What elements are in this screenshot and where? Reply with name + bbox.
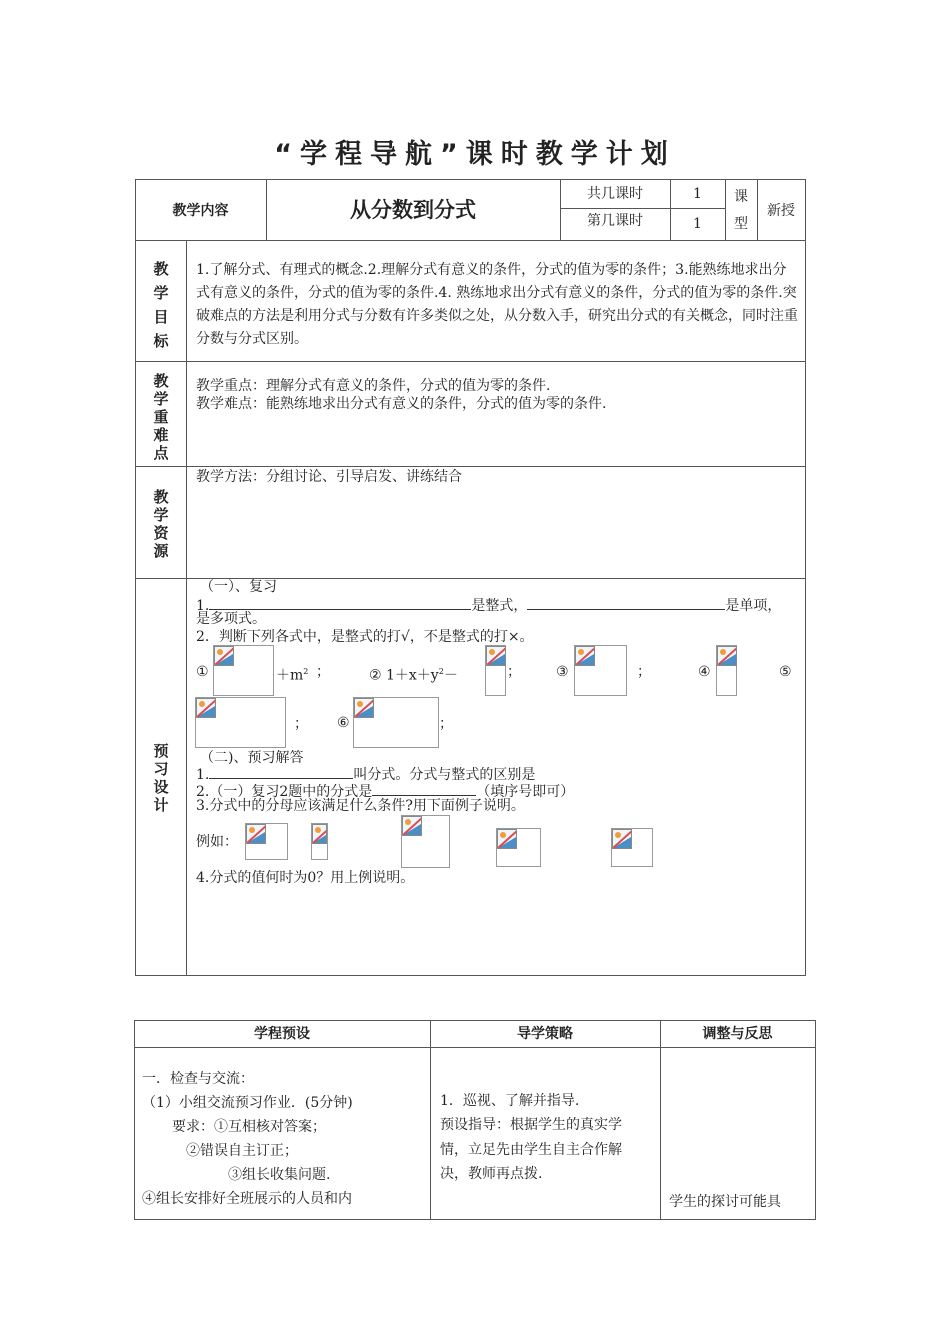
table2-border-top: [134, 1020, 816, 1021]
separator: ；: [316, 664, 330, 680]
goals-text: 1.了解分式、有理式的概念.2.理解分式有意义的条件，分式的值为零的条件；3.能熟练地求出分式有意义的条件，分式的值为零的条件.4. 熟练地求出分式有意义的条件，分式的值为零的条件.突破难点的方法是利用分式与分数有许多类似之处，从分数入手，研究出分式的有关概念，同时注重分数与分式区别。: [196, 262, 798, 347]
formula-image: [496, 828, 541, 867]
item-5-number: ⑤: [779, 664, 792, 680]
lesson-title: 从分数到分式: [350, 198, 476, 222]
formula-image: [245, 823, 288, 860]
table1-row-divider: [135, 240, 805, 241]
image-placeholder-icon: [196, 698, 216, 718]
image-placeholder-icon: [486, 646, 506, 666]
image-placeholder-icon: [246, 824, 266, 844]
item-1-number: ①: [196, 664, 209, 680]
plan-line: （1）小组交流预习作业．(5分钟): [142, 1095, 353, 1111]
answer-3: 3.分式中的分母应该满足什么条件?用下面例子说明。: [196, 798, 525, 814]
table2-border-right: [815, 1020, 816, 1220]
image-placeholder-icon: [575, 646, 595, 666]
strategy-line: 情，立足先由学生自主合作解: [440, 1142, 622, 1158]
table1-border-left: [135, 179, 136, 976]
question-1-line2: 是多项式。: [196, 611, 266, 627]
formula-image: [485, 645, 506, 696]
image-placeholder-icon: [717, 646, 737, 666]
item-6-number: ⑥: [337, 715, 350, 731]
image-placeholder-icon: [497, 829, 517, 849]
resources-label: 教 学 资 源: [153, 488, 169, 560]
item-4-number: ④: [698, 664, 711, 680]
answer-2: 2.（一）复习2题中的分式是 （填序号即可）: [196, 781, 574, 801]
image-placeholder-icon: [354, 698, 374, 718]
table1-border-right: [805, 179, 806, 976]
formula-image: [401, 815, 450, 868]
plan-line: 一．检查与交流：: [142, 1071, 254, 1087]
table2-col-divider: [660, 1020, 661, 1220]
separator: ；: [439, 716, 453, 732]
answer-blank[interactable]: [209, 764, 353, 779]
item-3-number: ③: [556, 664, 569, 680]
key-points-label: 教 学 重 难 点: [153, 372, 169, 462]
period-number-value: 1: [693, 216, 702, 232]
column-header-reflection: 调整与反思: [702, 1026, 773, 1042]
page-title: “学程导航”课时教学计划: [274, 139, 676, 170]
plan-line: ③组长收集问题.: [228, 1167, 331, 1183]
item-1-expression: $+m^2$: [276, 667, 309, 684]
table2-col-divider: [430, 1020, 431, 1220]
teaching-method: 教学方法：分组讨论、引导启发、讲练结合: [196, 469, 462, 485]
image-placeholder-icon: [312, 824, 327, 844]
separator: ；: [294, 716, 308, 732]
strategy-line: 1．巡视、了解并指导.: [440, 1093, 580, 1109]
image-placeholder-icon: [612, 829, 632, 849]
formula-image: [195, 697, 286, 748]
formula-image: [716, 645, 737, 696]
plan-line: 要求：①互相核对答案；: [172, 1119, 326, 1135]
lesson-type-label-1: 课: [734, 189, 748, 205]
separator: ；: [507, 664, 521, 680]
item-2-expression: ② $1+x+y^2-$: [369, 667, 458, 684]
column-header-strategy: 导学策略: [517, 1026, 573, 1042]
lesson-type-value: 新授: [767, 203, 795, 219]
formula-image: [213, 645, 274, 696]
table1-label-divider: [186, 240, 187, 976]
formula-image: [611, 828, 653, 867]
header-split-line: [560, 208, 725, 209]
total-periods-value: 1: [693, 186, 702, 202]
separator: ；: [637, 664, 651, 680]
section-preview-answers: （二)、预习解答: [200, 750, 304, 766]
teaching-focus: 教学重点：理解分式有意义的条件，分式的值为零的条件.: [196, 378, 551, 394]
table1-border-bottom: [135, 975, 805, 976]
teaching-difficulty: 教学难点：能熟练地求出分式有意义的条件，分式的值为零的条件.: [196, 396, 607, 412]
answer-1: 1. 叫分式。分式与整式的区别是: [196, 764, 535, 784]
plan-line: ④组长安排好全班展示的人员和内: [142, 1191, 352, 1207]
column-header-plan: 学程预设: [254, 1026, 310, 1042]
strategy-line: 预设指导：根据学生的真实学: [440, 1117, 622, 1133]
formula-image: [353, 697, 439, 748]
answer-blank[interactable]: [527, 595, 725, 610]
content-label: 教学内容: [172, 203, 229, 219]
table2-header-divider: [134, 1047, 816, 1048]
table1-border-top: [135, 179, 805, 180]
image-placeholder-icon: [402, 816, 422, 836]
answer-blank[interactable]: [372, 781, 476, 796]
period-number-label: 第几课时: [587, 213, 643, 229]
example-label: 例如：: [196, 834, 238, 850]
question-1: 1. 是整式， 是单项，: [196, 595, 781, 616]
plan-line: ②错误自主订正；: [186, 1143, 298, 1159]
formula-image: [311, 823, 328, 860]
table2-border-left: [134, 1020, 135, 1220]
lesson-type-label-2: 型: [734, 216, 748, 232]
goals-label: 教 学 目 标: [153, 260, 169, 350]
table2-border-bottom: [134, 1219, 816, 1220]
section-review: （一）、复习: [200, 579, 277, 595]
table1-row-divider: [135, 361, 805, 362]
answer-4: 4.分式的值何时为0？用上例说明。: [196, 870, 415, 886]
reflection-line: 学生的探讨可能具: [669, 1194, 781, 1210]
preview-label: 预 习 设 计: [153, 742, 169, 814]
answer-blank[interactable]: [209, 595, 471, 610]
total-periods-label: 共几课时: [587, 186, 643, 202]
image-placeholder-icon: [214, 646, 234, 666]
strategy-line: 决，教师再点拨.: [440, 1166, 543, 1182]
question-2: 2．判断下列各式中，是整式的打√，不是整式的打×。: [196, 629, 534, 645]
formula-image: [574, 645, 627, 696]
